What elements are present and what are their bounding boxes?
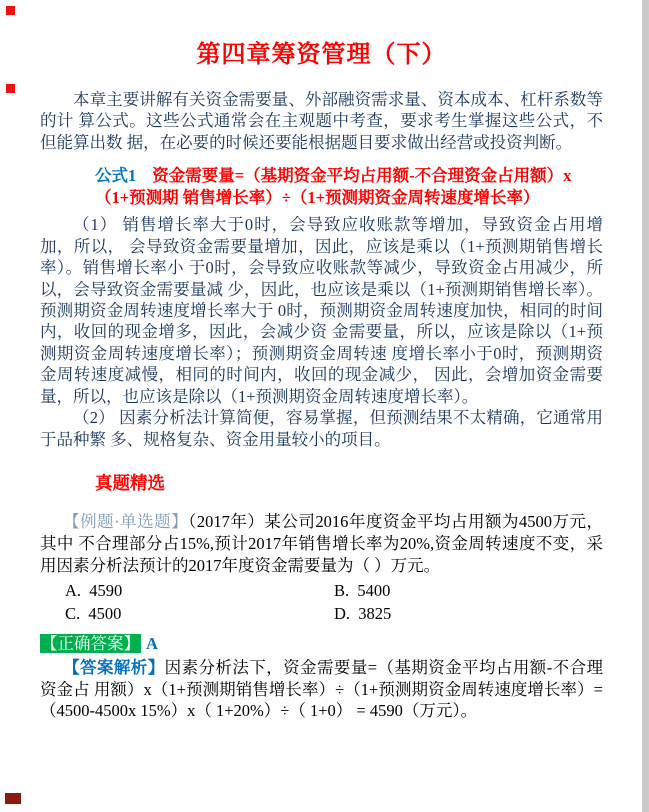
answer-options bbox=[65, 580, 603, 626]
explanation-point-1: （1） 销售增长率大于0时，会导致应收账款等增加，导致资金占用增加，所以， 会导致资金需要量增加，因此，应该是乘以（1+预测期销售增长率）。销售增长率小 于0时，会导致应收账款等减少，导致资金占用减少，所以，会导致资金需要量减 少，因此，也应该是乘以（1+预测期销售增长率）。预测期资金周转速度增长率大于 0时，预测期资金周转速度加快，相同的时间内，收回的现金增多，因此，会减少资 金需要量，所以，应该是除以（1+预测期资金周转速度增长率）；预测期资金周转速 度增长率小于0时，预测期资金周转速度减慢，相同的时间内，收回的现金减少， 因此，会增加资金需要量，所以，也应该是除以（1+预测期资金周转速度增长率）。 bbox=[40, 215, 603, 406]
options-row-1 bbox=[65, 580, 603, 603]
option-c-value: 4500 bbox=[88, 604, 122, 624]
red-marker-top-1 bbox=[6, 6, 15, 15]
option-a bbox=[65, 580, 334, 603]
question-text: （2017年）某公司2016年度资金平均占用额为4500万元，其中 不合理部分占15%,预计2017年销售增长率为20%,资金周转速度不变，采用因素分析法预计的2017年度资金需要量为（ ）万元。 bbox=[40, 512, 604, 575]
formula-label: 公式1 bbox=[95, 166, 137, 186]
options-row-2 bbox=[65, 603, 603, 626]
option-c-label: C. bbox=[65, 604, 81, 624]
option-b-value: 5400 bbox=[357, 581, 391, 601]
option-c bbox=[65, 603, 334, 626]
option-a-value: 4590 bbox=[89, 581, 123, 601]
red-marker-top-2 bbox=[6, 84, 15, 93]
formula-block bbox=[95, 165, 593, 208]
formula-text: 资金需要量=（基期资金平均占用额-不合理资金占用额）x（1+预测期 销售增长率）÷（1+预测期资金周转速度增长率） bbox=[95, 166, 572, 207]
option-b bbox=[334, 580, 603, 603]
page-edge bbox=[642, 0, 649, 812]
answer-analysis-text: 因素分析法下，资金需要量=（基期资金平均占用额-不合理资金占 用额）x（1+预测期销售增长率）÷（1+预测期资金周转速度增长率）=（4500-4500x 15%）x（ 1+20%）÷（ 1+0） = 4590（万元）。 bbox=[40, 657, 604, 721]
example-question bbox=[40, 511, 603, 576]
chapter-title: 第四章筹资管理（下） bbox=[196, 42, 447, 68]
correct-answer-line bbox=[40, 632, 603, 655]
option-d-label: D. bbox=[334, 604, 351, 624]
answer-analysis bbox=[40, 657, 603, 722]
section-heading-exam-questions: 真题精选 bbox=[95, 473, 165, 493]
correct-answer-tag: 【正确答案】 bbox=[41, 633, 140, 653]
option-a-label: A. bbox=[65, 581, 82, 601]
answer-analysis-tag: 【答案解析】 bbox=[63, 657, 165, 677]
option-b-label: B. bbox=[334, 581, 350, 601]
correct-answer-value: A bbox=[146, 633, 158, 653]
chapter-intro-paragraph: 本章主要讲解有关资金需要量、外部融资需求量、资本成本、杠杆系数等的计 算公式。这些公式通常会在主观题中考查，要求考生掌握这些公式，不但能算出数 据，在必要的时候还要能根据题目要求做出经营或投资判断。 bbox=[40, 90, 603, 152]
red-marker-bottom bbox=[5, 793, 21, 804]
explanation-point-2: （2） 因素分析法计算简便，容易掌握，但预测结果不太精确，它通常用于品种繁 多、规格复杂、资金用量较小的项目。 bbox=[40, 408, 603, 449]
option-d-value: 3825 bbox=[358, 604, 392, 624]
option-d bbox=[334, 603, 603, 626]
question-type-tag: 【例题·单选题】 bbox=[63, 512, 189, 531]
